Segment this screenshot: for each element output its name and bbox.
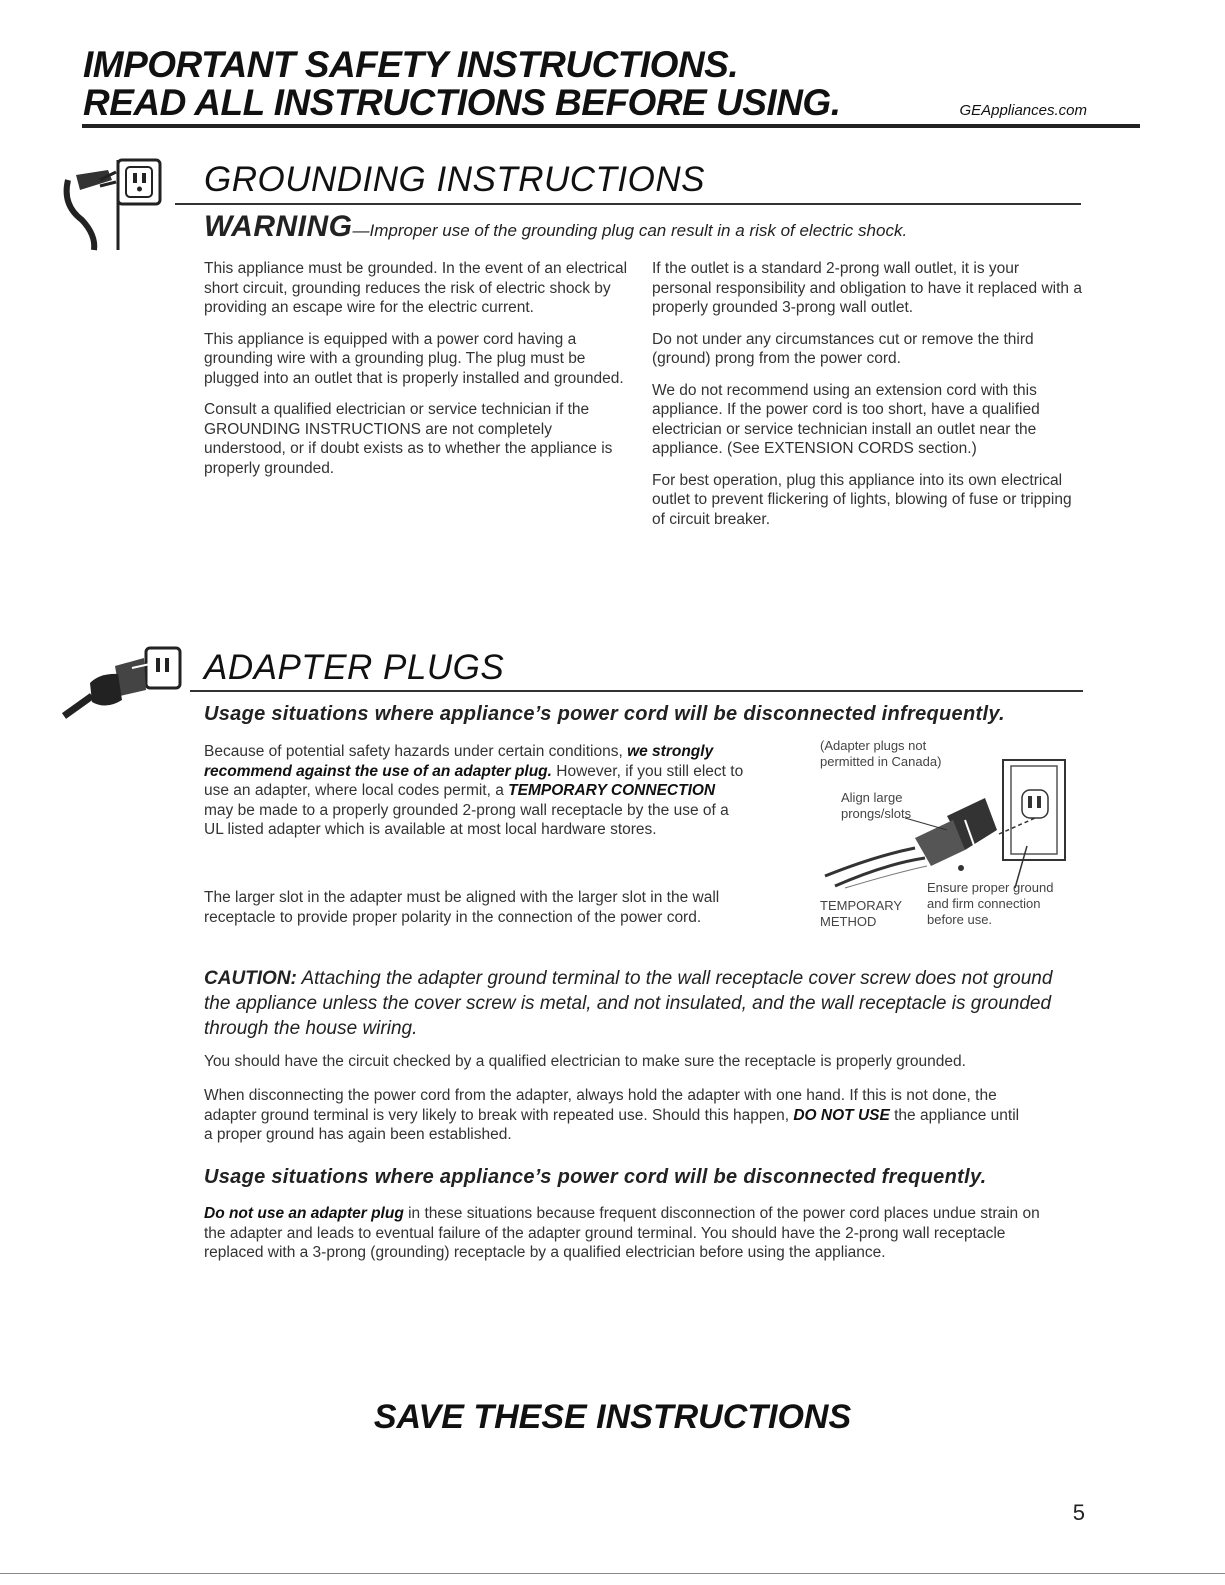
- adapter-p5-do-not-use-adapter: Do not use an adapter plug: [204, 1205, 404, 1222]
- adapter-paragraph-1: [204, 742, 744, 840]
- grounding-right-p1: If the outlet is a standard 2-prong wall outlet, it is your personal responsibility and obligation to have it replaced with a properly grounded 3-prong wall outlet.: [652, 260, 1082, 316]
- grounding-left-column: [204, 259, 634, 490]
- adapter-p1-strong-recommendation: we strongly recommend against the use of an adapter plug.: [204, 743, 714, 780]
- adapter-paragraph-3: You should have the circuit checked by a qualified electrician to make sure the receptacle is properly grounded.: [204, 1053, 966, 1070]
- adapter-subheading-frequent: Usage situations where appliance’s power cord will be disconnected frequently.: [204, 1166, 987, 1188]
- caution-text: Attaching the adapter ground terminal to the wall receptacle cover screw does not ground the appliance unless the cover screw is metal, and not insulated, and the wall receptacle is grounded through the house wiring.: [204, 968, 1053, 1039]
- figure-ensure-label: Ensure proper ground and firm connection before use.: [927, 880, 1054, 927]
- adapter-p4-text-b: the appliance until a proper ground has again been established.: [204, 1106, 1020, 1143]
- warning-word: WARNING: [204, 210, 353, 243]
- grounding-warning: [204, 210, 907, 244]
- warning-text: —Improper use of the grounding plug can result in a risk of electric shock.: [352, 221, 908, 240]
- adapter-paragraph-2: The larger slot in the adapter must be aligned with the larger slot in the wall receptacle to provide proper polarity in the connection of the power cord.: [204, 889, 720, 926]
- header-title-line1: IMPORTANT SAFETY INSTRUCTIONS.: [83, 44, 739, 85]
- grounding-right-p2: Do not under any circumstances cut or remove the third (ground) prong from the power cord.: [652, 330, 1034, 367]
- adapter-p5-text: in these situations because frequent disconnection of the power cord places undue strain on the adapter and leads to eventual failure of the adapter ground terminal. You should have the 2-prong wall receptacle replaced with a 3-prong (grounding) receptacle by a qualified electrician before using the appliance.: [204, 1205, 1040, 1261]
- figure-canada-note: (Adapter plugs not permitted in Canada): [820, 738, 942, 769]
- adapter-rule: [190, 690, 1083, 692]
- adapter-figure: [815, 738, 1075, 938]
- grounding-left-p3: Consult a qualified electrician or service technician if the GROUNDING INSTRUCTIONS are not completely understood, or if doubt exists as to whether the appliance is properly grounded.: [204, 401, 613, 477]
- figure-method-label: TEMPORARY METHOD: [820, 898, 902, 929]
- adapter-p1-text-b: However, if you still elect to use an adapter, where local codes permit, a: [204, 762, 744, 799]
- grounded-plug-icon: [56, 150, 176, 255]
- adapter-paragraph-4: [204, 1086, 1024, 1145]
- header-title-line2: READ ALL INSTRUCTIONS BEFORE USING.: [83, 82, 841, 123]
- figure-align-label: Align large prongs/slots: [841, 790, 912, 821]
- adapter-subheading-infrequent: Usage situations where appliance’s power cord will be disconnected infrequently.: [204, 703, 1005, 725]
- page-number: 5: [1072, 1500, 1085, 1525]
- grounding-left-p1: This appliance must be grounded. In the event of an electrical short circuit, grounding reduces the risk of electric shock by providing an escape wire for the electric current.: [204, 260, 628, 316]
- grounding-right-p4: For best operation, plug this appliance into its own electrical outlet to prevent flickering of lights, blowing of fuse or tripping of circuit breaker.: [652, 471, 1072, 528]
- adapter-p1-text-c: may be made to a properly grounded 2-prong wall receptacle by the use of a UL listed adapter which is available at most local hardware stores.: [204, 801, 729, 838]
- grounding-left-p2: This appliance is equipped with a power cord having a grounding wire with a grounding plug. The plug must be plugged into an outlet that is properly installed and grounded.: [204, 330, 624, 387]
- website-url: GEAppliances.com: [959, 102, 1087, 119]
- adapter-p1-temporary-connection: TEMPORARY CONNECTION: [508, 782, 716, 799]
- bottom-edge-rule: [0, 1573, 1225, 1574]
- header-rule: [82, 124, 1140, 128]
- adapter-p4-text-a: When disconnecting the power cord from the adapter, always hold the adapter with one hand. If this is not done, the adapter ground terminal is very likely to break with repeated use. Should this happen,: [204, 1087, 997, 1124]
- grounding-rule: [175, 203, 1081, 205]
- grounding-right-column: [652, 259, 1082, 541]
- adapter-title: ADAPTER PLUGS: [204, 648, 505, 687]
- save-instructions-footer: SAVE THESE INSTRUCTIONS: [373, 1398, 852, 1436]
- adapter-plug-icon: [60, 638, 190, 723]
- caution-label: CAUTION:: [204, 968, 297, 989]
- caution-paragraph: [204, 966, 1084, 1041]
- grounding-title: GROUNDING INSTRUCTIONS: [204, 160, 705, 199]
- grounding-right-p3: We do not recommend using an extension cord with this appliance. If the power cord is too short, have a qualified electrician or service technician install an outlet near the appliance. (See EXTENSION CORDS section.): [652, 381, 1040, 457]
- adapter-paragraph-5: [204, 1204, 1054, 1263]
- adapter-p1-text-a: Because of potential safety hazards under certain conditions,: [204, 743, 623, 760]
- adapter-p4-do-not-use: DO NOT USE: [793, 1106, 890, 1124]
